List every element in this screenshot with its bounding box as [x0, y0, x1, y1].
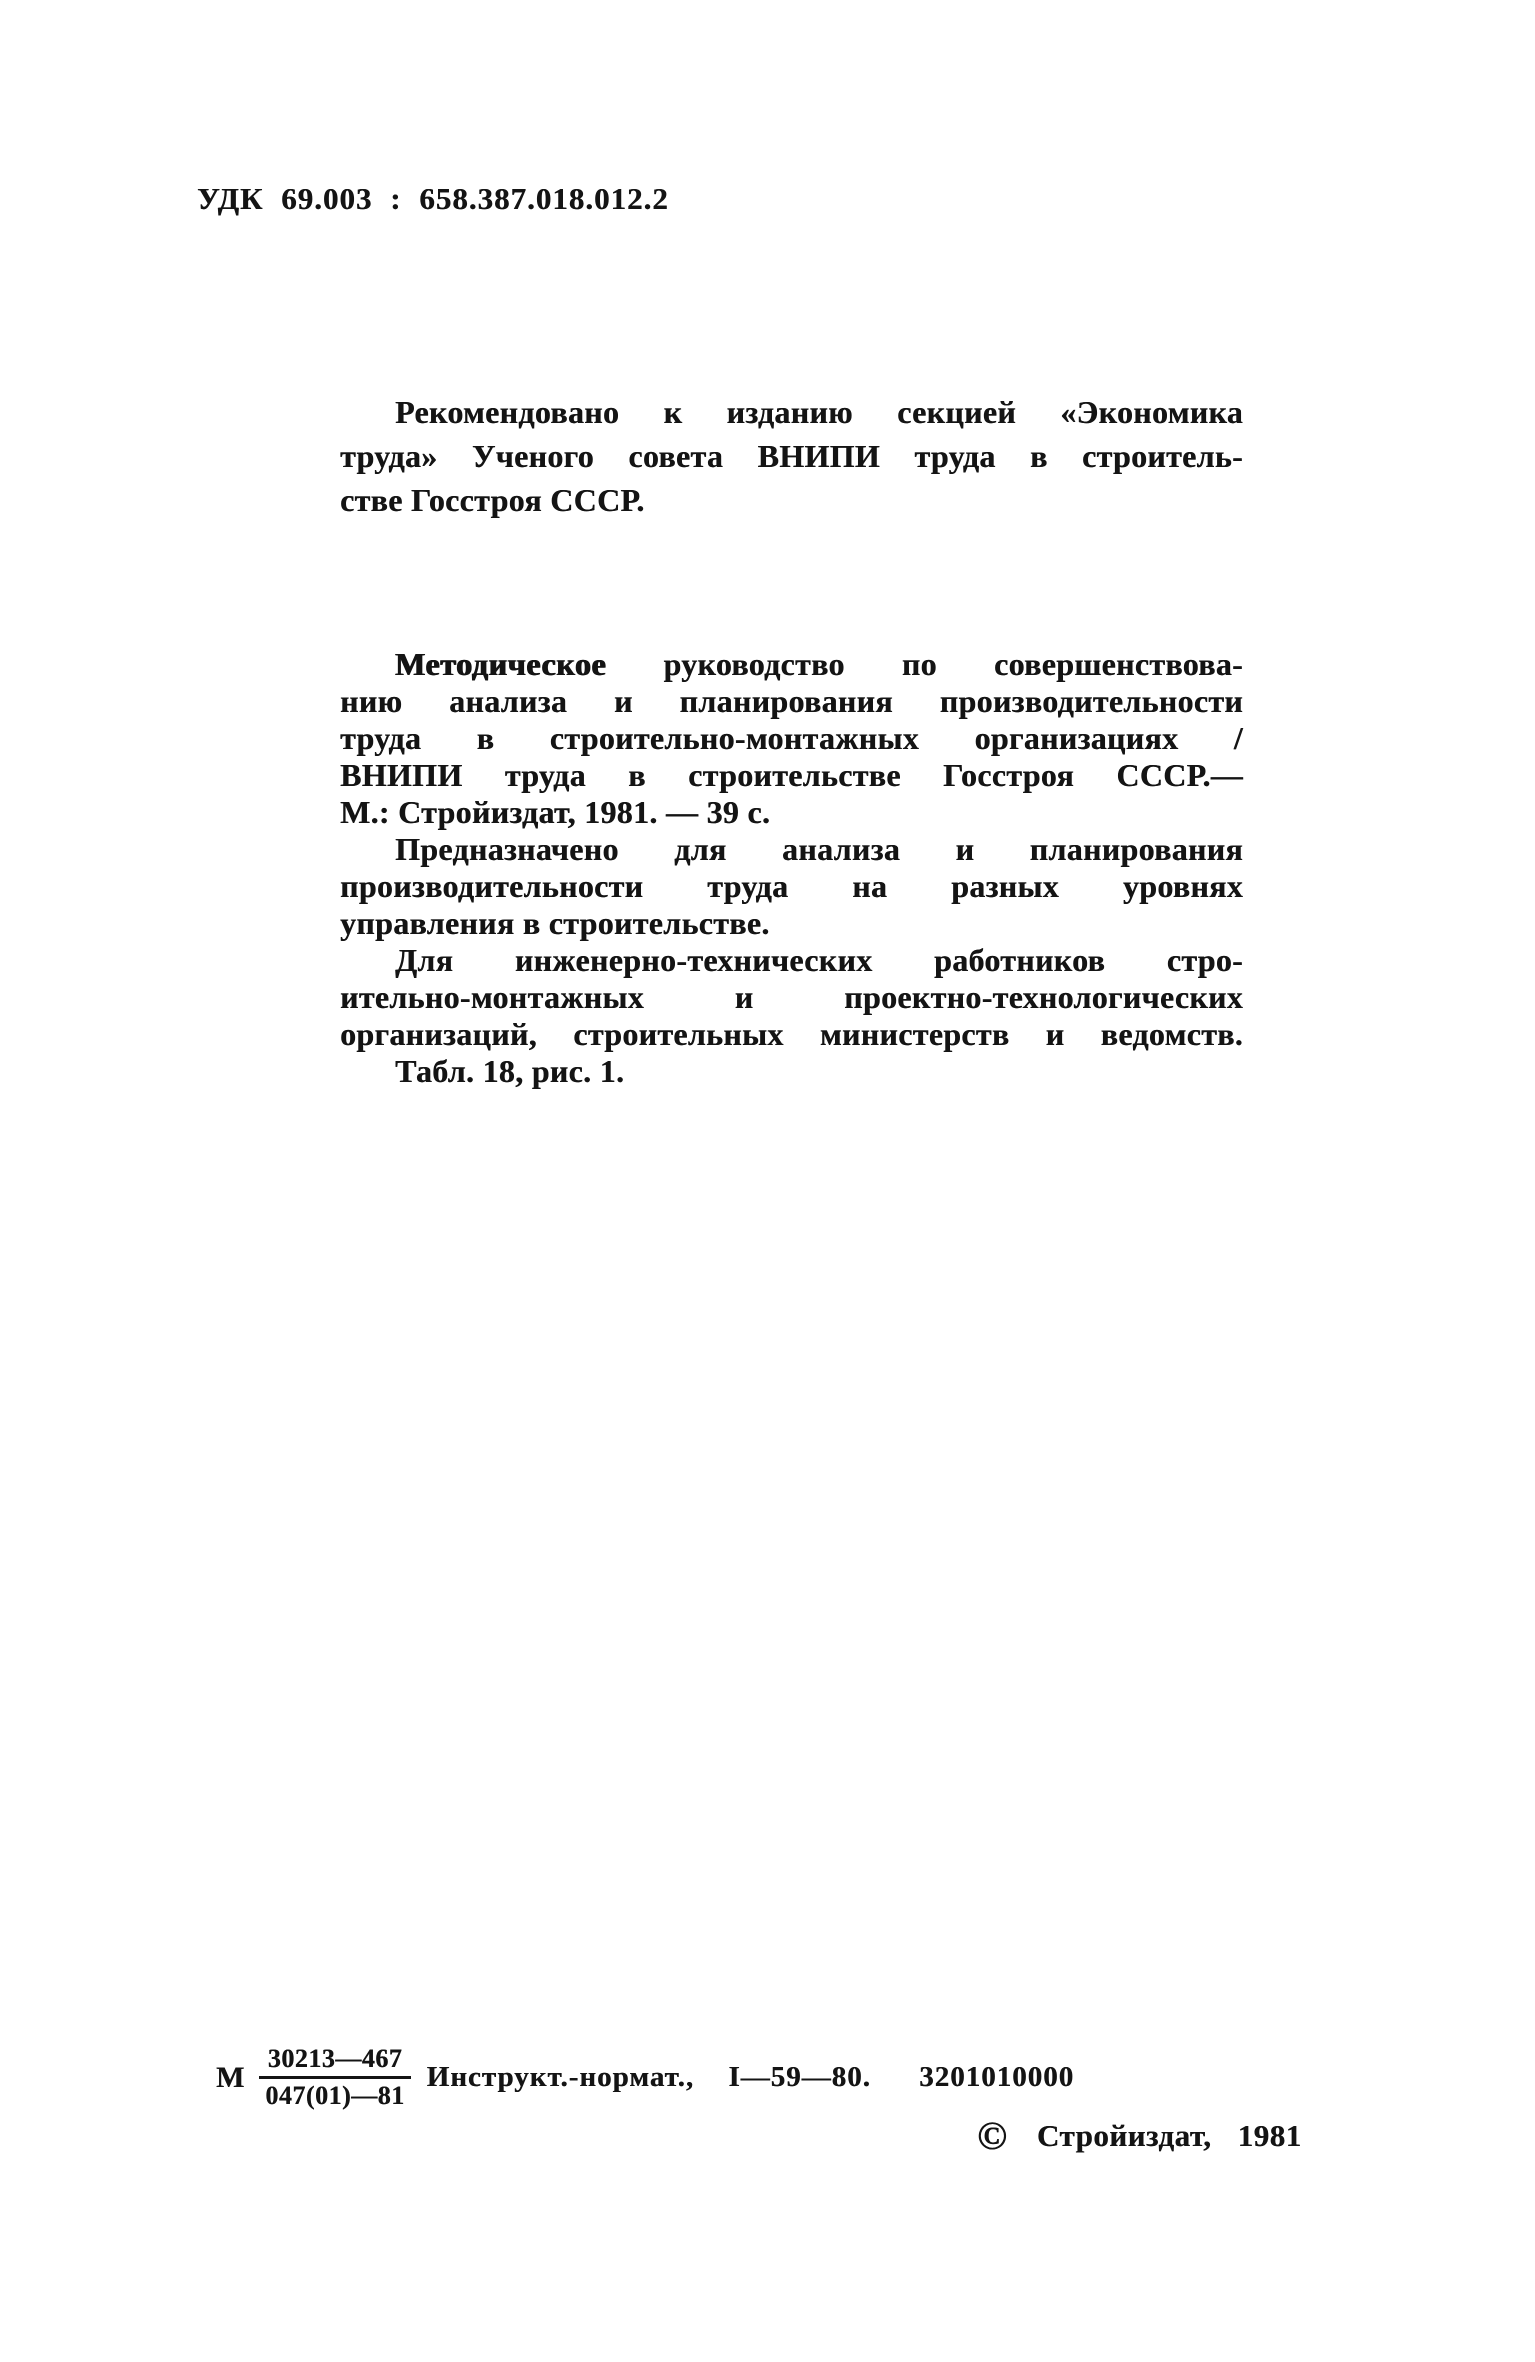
imprint-note: [411, 2061, 1074, 2094]
annotation-lead-rest: руководство по совершенствова-: [663, 646, 1243, 682]
annotation-line: ВНИПИ труда в строительстве Госстроя СССР.—: [340, 757, 1243, 793]
annotation-line: труда в строительно-монтажных организациях /: [340, 720, 1243, 756]
copyright-symbol-icon: ©: [977, 2113, 1007, 2158]
fraction-denominator: 047(01)—81: [265, 2081, 405, 2110]
tables-figures-note: Табл. 18, рис. 1.: [395, 1053, 625, 1089]
copyright-line: [977, 2113, 1302, 2158]
copyright-text: Стройиздат, 1981: [1036, 2118, 1302, 2153]
annotation-line: ительно-монтажных и проектно-технологических: [340, 979, 1243, 1015]
imprint-fraction: [259, 2044, 410, 2111]
annotation-line: организаций, строительных министерств и ведомств.: [340, 1016, 1243, 1052]
recommendation-note: [340, 390, 1243, 522]
recommendation-line: труда» Ученого совета ВНИПИ труда в строитель-: [340, 438, 1243, 474]
annotation-line: управления в строительстве.: [340, 905, 770, 941]
annotation-line: М.: Стройиздат, 1981. — 39 с.: [340, 794, 771, 830]
recommendation-line: Рекомендовано к изданию секцией «Экономика: [395, 394, 1243, 430]
annotation-line: [340, 646, 1243, 683]
bibliographic-annotation: [340, 646, 1243, 1090]
annotation-line: нию анализа и планирования производительности: [340, 683, 1243, 719]
recommendation-line: стве Госстроя СССР.: [340, 482, 645, 518]
imprint-index-letter: М: [216, 2060, 245, 2094]
imprint-code: I—59—80.: [728, 2061, 871, 2093]
imprint-order-line: [216, 2044, 1074, 2111]
annotation-line: производительности труда на разных уровнях: [340, 868, 1243, 904]
imprint-order-number: 3201010000: [919, 2061, 1075, 2093]
fraction-numerator: 30213—467: [259, 2044, 410, 2079]
udk-classification-number: УДК 69.003 : 658.387.018.012.2: [197, 181, 669, 216]
annotation-line: Для инженерно-технических работников стро-: [395, 942, 1243, 978]
annotation-lead-word: Методическое: [395, 646, 607, 682]
annotation-line: Предназначено для анализа и планирования: [395, 831, 1243, 867]
imprint-category: Инструкт.-нормат.,: [426, 2061, 695, 2093]
